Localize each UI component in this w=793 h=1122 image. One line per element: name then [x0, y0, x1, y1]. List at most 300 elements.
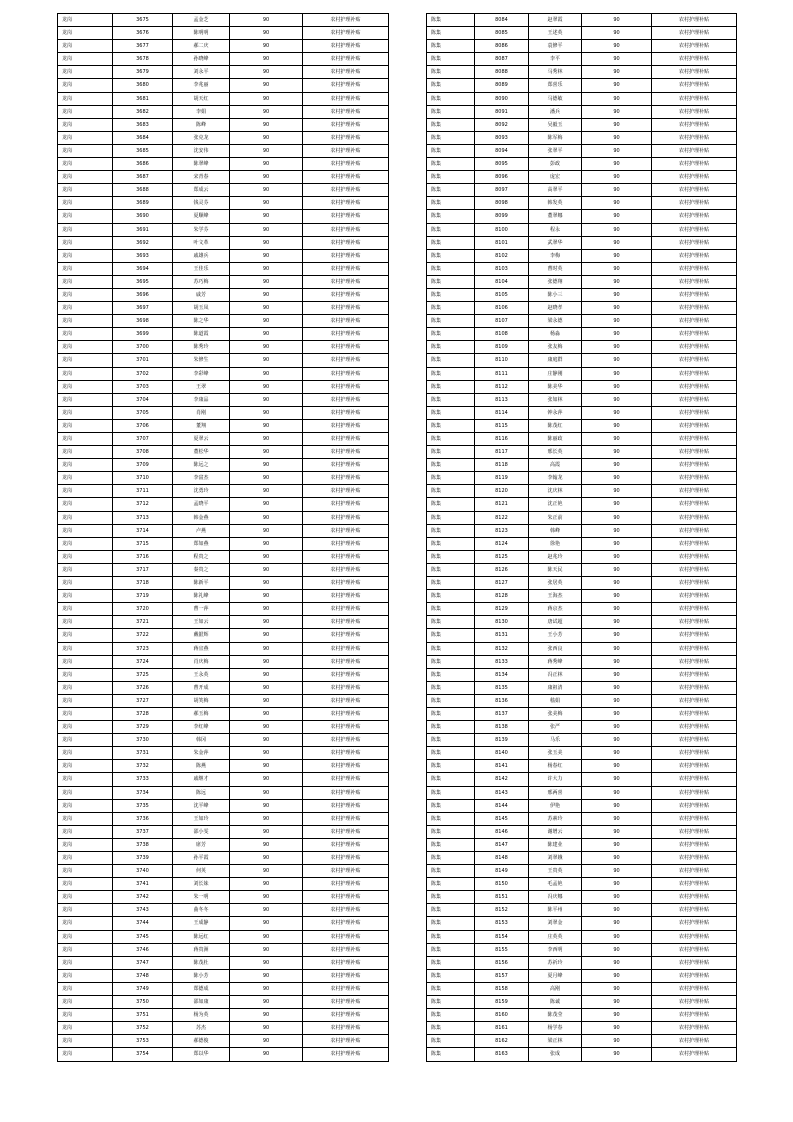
id-cell: 3754: [113, 1048, 173, 1061]
amount-cell: 90: [230, 734, 303, 747]
amount-cell: 90: [582, 721, 652, 734]
amount-cell: 90: [230, 629, 303, 642]
name-cell: 沈安伟: [173, 144, 230, 157]
amount-cell: 90: [230, 760, 303, 773]
amount-cell: 90: [582, 511, 652, 524]
table-row: [427, 707, 737, 720]
id-cell: 3677: [113, 40, 173, 53]
table-row: [58, 406, 389, 419]
type-cell: 农村护理补贴: [303, 524, 389, 537]
name-cell: 沈勇玲: [173, 485, 230, 498]
type-cell: 农村护理补贴: [652, 773, 737, 786]
amount-cell: 90: [230, 878, 303, 891]
amount-cell: 90: [582, 996, 652, 1009]
type-cell: 农村护理补贴: [303, 419, 389, 432]
name-cell: 王永英: [173, 668, 230, 681]
name-cell: 郑以华: [173, 1048, 230, 1061]
name-cell: 宋青春: [173, 171, 230, 184]
name-cell: 王成静: [173, 917, 230, 930]
type-cell: 农村护理补贴: [652, 1022, 737, 1035]
table-row: [427, 1035, 737, 1048]
name-cell: 康庭群: [529, 354, 582, 367]
region-cell: 龙岗: [58, 171, 113, 184]
type-cell: 农村护理补贴: [303, 1009, 389, 1022]
region-cell: 陈集: [427, 158, 475, 171]
name-cell: 何英: [173, 865, 230, 878]
region-cell: 陈集: [427, 302, 475, 315]
table-row: [58, 707, 389, 720]
amount-cell: 90: [230, 1048, 303, 1061]
table-row: [58, 79, 389, 92]
type-cell: 农村护理补贴: [303, 40, 389, 53]
region-cell: 陈集: [427, 393, 475, 406]
amount-cell: 90: [582, 380, 652, 393]
type-cell: 农村护理补贴: [652, 393, 737, 406]
table-row: [427, 603, 737, 616]
name-cell: 戴银辉: [173, 629, 230, 642]
region-cell: 龙岗: [58, 616, 113, 629]
type-cell: 农村护理补贴: [303, 721, 389, 734]
table-row: [58, 629, 389, 642]
id-cell: 8144: [475, 799, 529, 812]
type-cell: 农村护理补贴: [303, 79, 389, 92]
id-cell: 3735: [113, 799, 173, 812]
amount-cell: 90: [230, 354, 303, 367]
type-cell: 农村护理补贴: [303, 367, 389, 380]
amount-cell: 90: [230, 171, 303, 184]
id-cell: 3708: [113, 446, 173, 459]
id-cell: 8156: [475, 956, 529, 969]
amount-cell: 90: [582, 419, 652, 432]
id-cell: 3725: [113, 668, 173, 681]
type-cell: 农村护理补贴: [652, 917, 737, 930]
type-cell: 农村护理补贴: [652, 681, 737, 694]
region-cell: 龙岗: [58, 92, 113, 105]
type-cell: 农村护理补贴: [652, 184, 737, 197]
id-cell: 3745: [113, 930, 173, 943]
name-cell: 张友梅: [529, 341, 582, 354]
name-cell: 杨淼: [529, 328, 582, 341]
id-cell: 3699: [113, 328, 173, 341]
region-cell: 陈集: [427, 760, 475, 773]
table-row: [427, 577, 737, 590]
amount-cell: 90: [582, 550, 652, 563]
amount-cell: 90: [582, 249, 652, 262]
amount-cell: 90: [582, 393, 652, 406]
name-cell: 孟金芝: [173, 14, 230, 27]
region-cell: 龙岗: [58, 681, 113, 694]
type-cell: 农村护理补贴: [652, 27, 737, 40]
amount-cell: 90: [230, 302, 303, 315]
id-cell: 3732: [113, 760, 173, 773]
id-cell: 3703: [113, 380, 173, 393]
region-cell: 陈集: [427, 524, 475, 537]
region-cell: 龙岗: [58, 825, 113, 838]
name-cell: 蒋贵洲: [173, 943, 230, 956]
id-cell: 3697: [113, 302, 173, 315]
type-cell: 农村护理补贴: [652, 603, 737, 616]
region-cell: 龙岗: [58, 446, 113, 459]
region-cell: 陈集: [427, 131, 475, 144]
name-cell: 苏素玲: [529, 812, 582, 825]
table-row: [427, 223, 737, 236]
table-row: [427, 144, 737, 157]
table-row: [58, 328, 389, 341]
region-cell: 陈集: [427, 878, 475, 891]
type-cell: 农村护理补贴: [652, 341, 737, 354]
region-cell: 陈集: [427, 498, 475, 511]
region-cell: 龙岗: [58, 223, 113, 236]
id-cell: 3741: [113, 878, 173, 891]
region-cell: 陈集: [427, 197, 475, 210]
region-cell: 龙岗: [58, 472, 113, 485]
type-cell: 农村护理补贴: [652, 40, 737, 53]
id-cell: 8098: [475, 197, 529, 210]
region-cell: 龙岗: [58, 668, 113, 681]
type-cell: 农村护理补贴: [652, 786, 737, 799]
type-cell: 农村护理补贴: [303, 393, 389, 406]
type-cell: 农村护理补贴: [303, 629, 389, 642]
name-cell: 陈建业: [529, 838, 582, 851]
table-row: [58, 27, 389, 40]
id-cell: 8107: [475, 315, 529, 328]
name-cell: 陈燕: [173, 760, 230, 773]
amount-cell: 90: [230, 249, 303, 262]
table-row: [427, 694, 737, 707]
region-cell: 陈集: [427, 930, 475, 943]
id-cell: 8123: [475, 524, 529, 537]
table-row: [427, 14, 737, 27]
table-row: [58, 969, 389, 982]
amount-cell: 90: [230, 79, 303, 92]
amount-cell: 90: [230, 210, 303, 223]
region-cell: 龙岗: [58, 262, 113, 275]
name-cell: 朱金萍: [173, 747, 230, 760]
id-cell: 8111: [475, 367, 529, 380]
name-cell: 陈礼峰: [173, 590, 230, 603]
amount-cell: 90: [582, 197, 652, 210]
name-cell: 徐艳: [529, 537, 582, 550]
name-cell: 陈峰: [173, 118, 230, 131]
table-row: [427, 288, 737, 301]
name-cell: 郝二庆: [173, 40, 230, 53]
id-cell: 3736: [113, 812, 173, 825]
amount-cell: 90: [582, 236, 652, 249]
name-cell: 陈天民: [529, 563, 582, 576]
amount-cell: 90: [230, 131, 303, 144]
region-cell: 陈集: [427, 563, 475, 576]
name-cell: 赵晓孝: [529, 302, 582, 315]
type-cell: 农村护理补贴: [303, 27, 389, 40]
region-cell: 陈集: [427, 446, 475, 459]
name-cell: 苏巧梅: [173, 275, 230, 288]
amount-cell: 90: [582, 577, 652, 590]
name-cell: 陈丽政: [529, 433, 582, 446]
id-cell: 3710: [113, 472, 173, 485]
id-cell: 8131: [475, 629, 529, 642]
type-cell: 农村护理补贴: [303, 288, 389, 301]
type-cell: 农村护理补贴: [652, 511, 737, 524]
amount-cell: 90: [230, 812, 303, 825]
amount-cell: 90: [230, 668, 303, 681]
type-cell: 农村护理补贴: [303, 485, 389, 498]
name-cell: 陈之华: [173, 315, 230, 328]
table-row: [427, 537, 737, 550]
id-cell: 3706: [113, 419, 173, 432]
region-cell: 龙岗: [58, 1022, 113, 1035]
region-cell: 陈集: [427, 943, 475, 956]
name-cell: 陈茂莹: [529, 1009, 582, 1022]
name-cell: 陈翠峰: [173, 158, 230, 171]
amount-cell: 90: [582, 773, 652, 786]
type-cell: 农村护理补贴: [652, 930, 737, 943]
region-cell: 龙岗: [58, 236, 113, 249]
type-cell: 农村护理补贴: [652, 563, 737, 576]
region-cell: 龙岗: [58, 459, 113, 472]
amount-cell: 90: [230, 694, 303, 707]
id-cell: 8089: [475, 79, 529, 92]
name-cell: 李彩峰: [173, 367, 230, 380]
name-cell: 苏杰: [173, 1022, 230, 1035]
amount-cell: 90: [582, 92, 652, 105]
table-row: [427, 118, 737, 131]
id-cell: 3737: [113, 825, 173, 838]
region-cell: 龙岗: [58, 537, 113, 550]
name-cell: 蒋京杰: [529, 603, 582, 616]
type-cell: 农村护理补贴: [652, 590, 737, 603]
table-row: [58, 1035, 389, 1048]
id-cell: 8136: [475, 694, 529, 707]
amount-cell: 90: [230, 799, 303, 812]
amount-cell: 90: [230, 27, 303, 40]
name-cell: 席芳: [173, 838, 230, 851]
name-cell: 康祖清: [529, 681, 582, 694]
name-cell: 谢增云: [529, 825, 582, 838]
amount-cell: 90: [582, 603, 652, 616]
type-cell: 农村护理补贴: [652, 537, 737, 550]
id-cell: 8153: [475, 917, 529, 930]
name-cell: 孙平霞: [173, 852, 230, 865]
table-row: [58, 511, 389, 524]
region-cell: 陈集: [427, 105, 475, 118]
region-cell: 陈集: [427, 53, 475, 66]
name-cell: 叶文革: [173, 236, 230, 249]
table-row: [427, 498, 737, 511]
name-cell: 孟晓平: [173, 498, 230, 511]
name-cell: 朱修生: [173, 354, 230, 367]
table-row: [427, 865, 737, 878]
id-cell: 3751: [113, 1009, 173, 1022]
id-cell: 3742: [113, 891, 173, 904]
subsidy-table-right: [426, 13, 737, 1062]
type-cell: 农村护理补贴: [303, 118, 389, 131]
name-cell: 朱一明: [173, 891, 230, 904]
name-cell: 戚雄兵: [173, 249, 230, 262]
type-cell: 农村护理补贴: [303, 158, 389, 171]
name-cell: 毛孟艳: [529, 878, 582, 891]
table-row: [58, 904, 389, 917]
type-cell: 农村护理补贴: [303, 943, 389, 956]
table-row: [427, 904, 737, 917]
table-row: [427, 550, 737, 563]
type-cell: 农村护理补贴: [652, 1009, 737, 1022]
table-row: [427, 786, 737, 799]
region-cell: 陈集: [427, 773, 475, 786]
amount-cell: 90: [230, 838, 303, 851]
region-cell: 陈集: [427, 865, 475, 878]
id-cell: 8099: [475, 210, 529, 223]
type-cell: 农村护理补贴: [652, 210, 737, 223]
name-cell: 嵇娟: [529, 694, 582, 707]
amount-cell: 90: [582, 590, 652, 603]
table-row: [427, 747, 737, 760]
name-cell: 马德敏: [529, 92, 582, 105]
table-row: [427, 171, 737, 184]
name-cell: 韩冈: [173, 734, 230, 747]
table-row: [58, 249, 389, 262]
type-cell: 农村护理补贴: [303, 105, 389, 118]
table-row: [58, 603, 389, 616]
type-cell: 农村护理补贴: [303, 262, 389, 275]
amount-cell: 90: [230, 603, 303, 616]
table-row: [427, 92, 737, 105]
table-row: [58, 92, 389, 105]
type-cell: 农村护理补贴: [303, 812, 389, 825]
name-cell: 唐试超: [529, 616, 582, 629]
id-cell: 8101: [475, 236, 529, 249]
id-cell: 8130: [475, 616, 529, 629]
type-cell: 农村护理补贴: [652, 577, 737, 590]
region-cell: 龙岗: [58, 721, 113, 734]
region-cell: 龙岗: [58, 105, 113, 118]
id-cell: 3689: [113, 197, 173, 210]
id-cell: 3743: [113, 904, 173, 917]
table-row: [58, 53, 389, 66]
region-cell: 龙岗: [58, 498, 113, 511]
region-cell: 龙岗: [58, 943, 113, 956]
id-cell: 3744: [113, 917, 173, 930]
type-cell: 农村护理补贴: [652, 433, 737, 446]
amount-cell: 90: [230, 930, 303, 943]
type-cell: 农村护理补贴: [303, 1022, 389, 1035]
table-row: [58, 302, 389, 315]
id-cell: 8145: [475, 812, 529, 825]
id-cell: 3730: [113, 734, 173, 747]
table-row: [58, 760, 389, 773]
id-cell: 8155: [475, 943, 529, 956]
type-cell: 农村护理补贴: [303, 354, 389, 367]
name-cell: 程贵之: [173, 550, 230, 563]
amount-cell: 90: [230, 118, 303, 131]
region-cell: 龙岗: [58, 14, 113, 27]
region-cell: 龙岗: [58, 786, 113, 799]
id-cell: 8146: [475, 825, 529, 838]
region-cell: 陈集: [427, 577, 475, 590]
id-cell: 3696: [113, 288, 173, 301]
table-row: [58, 184, 389, 197]
id-cell: 3676: [113, 27, 173, 40]
amount-cell: 90: [230, 367, 303, 380]
id-cell: 3738: [113, 838, 173, 851]
region-cell: 龙岗: [58, 66, 113, 79]
id-cell: 3690: [113, 210, 173, 223]
type-cell: 农村护理补贴: [303, 891, 389, 904]
region-cell: 龙岗: [58, 642, 113, 655]
amount-cell: 90: [230, 14, 303, 27]
amount-cell: 90: [582, 118, 652, 131]
name-cell: 郑德成: [173, 982, 230, 995]
amount-cell: 90: [230, 433, 303, 446]
amount-cell: 90: [582, 472, 652, 485]
name-cell: 董松华: [173, 446, 230, 459]
region-cell: 陈集: [427, 969, 475, 982]
region-cell: 陈集: [427, 328, 475, 341]
region-cell: 陈集: [427, 1022, 475, 1035]
table-row: [58, 459, 389, 472]
type-cell: 农村护理补贴: [303, 694, 389, 707]
type-cell: 农村护理补贴: [303, 341, 389, 354]
id-cell: 8085: [475, 27, 529, 40]
type-cell: 农村护理补贴: [303, 917, 389, 930]
type-cell: 农村护理补贴: [303, 904, 389, 917]
name-cell: 郝德俊: [173, 1035, 230, 1048]
region-cell: 陈集: [427, 694, 475, 707]
table-row: [58, 721, 389, 734]
amount-cell: 90: [230, 537, 303, 550]
name-cell: 苏祈玲: [529, 956, 582, 969]
id-cell: 8100: [475, 223, 529, 236]
region-cell: 龙岗: [58, 210, 113, 223]
region-cell: 陈集: [427, 341, 475, 354]
amount-cell: 90: [582, 171, 652, 184]
table-row: [427, 969, 737, 982]
table-row: [58, 14, 389, 27]
type-cell: 农村护理补贴: [303, 930, 389, 943]
table-row: [427, 53, 737, 66]
amount-cell: 90: [582, 734, 652, 747]
region-cell: 龙岗: [58, 550, 113, 563]
amount-cell: 90: [230, 275, 303, 288]
id-cell: 3729: [113, 721, 173, 734]
name-cell: 赵兆玲: [529, 550, 582, 563]
amount-cell: 90: [582, 812, 652, 825]
region-cell: 龙岗: [58, 158, 113, 171]
amount-cell: 90: [582, 1009, 652, 1022]
region-cell: 龙岗: [58, 904, 113, 917]
type-cell: 农村护理补贴: [652, 642, 737, 655]
subsidy-table-left: [57, 13, 389, 1062]
id-cell: 8126: [475, 563, 529, 576]
region-cell: 陈集: [427, 249, 475, 262]
id-cell: 8084: [475, 14, 529, 27]
amount-cell: 90: [582, 406, 652, 419]
table-row: [58, 878, 389, 891]
table-row: [58, 275, 389, 288]
name-cell: 李平: [529, 53, 582, 66]
table-row: [427, 105, 737, 118]
name-cell: 秦贵之: [173, 563, 230, 576]
type-cell: 农村护理补贴: [652, 760, 737, 773]
name-cell: 杨春红: [529, 760, 582, 773]
name-cell: 王佳乐: [173, 262, 230, 275]
table-row: [58, 852, 389, 865]
region-cell: 陈集: [427, 668, 475, 681]
type-cell: 农村护理补贴: [303, 865, 389, 878]
id-cell: 3684: [113, 131, 173, 144]
table-row: [58, 446, 389, 459]
type-cell: 农村护理补贴: [652, 1048, 737, 1061]
id-cell: 8132: [475, 642, 529, 655]
